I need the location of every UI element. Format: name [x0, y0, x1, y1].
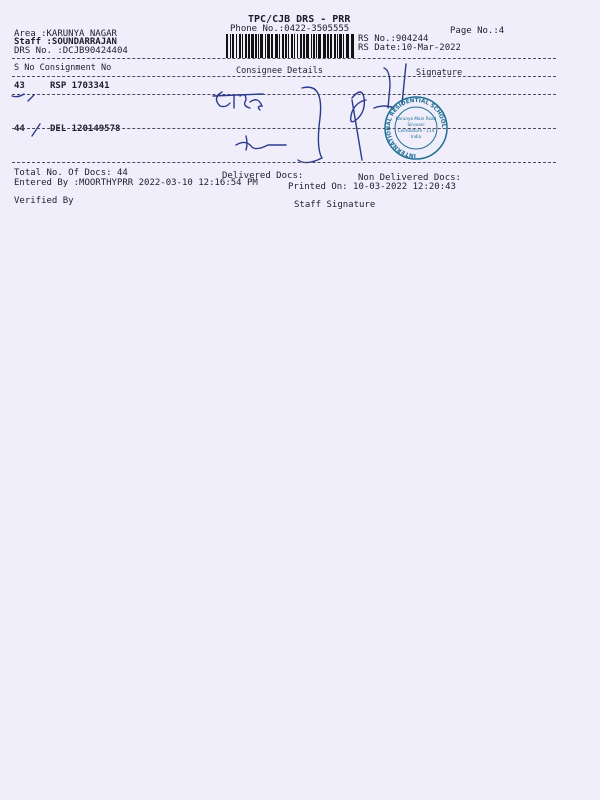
stamp-address-line: Karunya Main Road — [395, 116, 437, 121]
rs-number-field: RS No.:904244 — [358, 34, 429, 44]
divider-line — [12, 162, 556, 163]
stamp-address-line: Siruvani — [407, 122, 425, 127]
page-number: Page No.:4 — [450, 26, 505, 36]
row-serial-number: 44 — [14, 124, 25, 134]
entered-by: Entered By :MOORTHYPRR 2022-03-10 12:16:54 PM — [14, 178, 258, 188]
column-header-consignee: Consignee Details — [236, 66, 323, 76]
delivered-docs: Delivered Docs: — [222, 171, 304, 181]
staff-signature: Staff Signature — [294, 200, 376, 210]
stamp-address-line: India — [410, 134, 422, 139]
rs-date-field: RS Date:10-Mar-2022 — [358, 43, 461, 53]
stamp-address-line: Coimbatore - 114 — [397, 128, 435, 133]
document-title: TPC/CJB DRS - PRR — [248, 14, 351, 25]
stamp-ring-text: INTERNATIONAL RESIDENTIAL SCHOOL — [386, 97, 447, 159]
non-delivered-docs: Non Delivered Docs: — [358, 173, 461, 183]
drs-number-field: DRS No. :DCJB90424404 — [14, 46, 128, 56]
column-header-sno-consignment: S No Consignment No — [14, 63, 112, 73]
row-consignment-number: DEL 120149578 — [50, 124, 121, 134]
row-serial-number: 43 — [14, 81, 25, 91]
row-consignment-number: RSP 1703341 — [50, 81, 110, 91]
printed-on: Printed On: 10-03-2022 12:20:43 — [288, 182, 456, 192]
phone-number: Phone No.:0422-3505555 — [230, 24, 350, 34]
staff-field: Staff :SOUNDARRAJAN — [14, 37, 117, 47]
column-header-signature: Signature — [416, 68, 463, 78]
total-docs: Total No. Of Docs: 44 — [14, 168, 128, 178]
school-stamp — [372, 96, 460, 162]
area-field: Area :KARUNYA NAGAR — [14, 29, 117, 39]
verified-by: Verified By — [14, 196, 74, 206]
